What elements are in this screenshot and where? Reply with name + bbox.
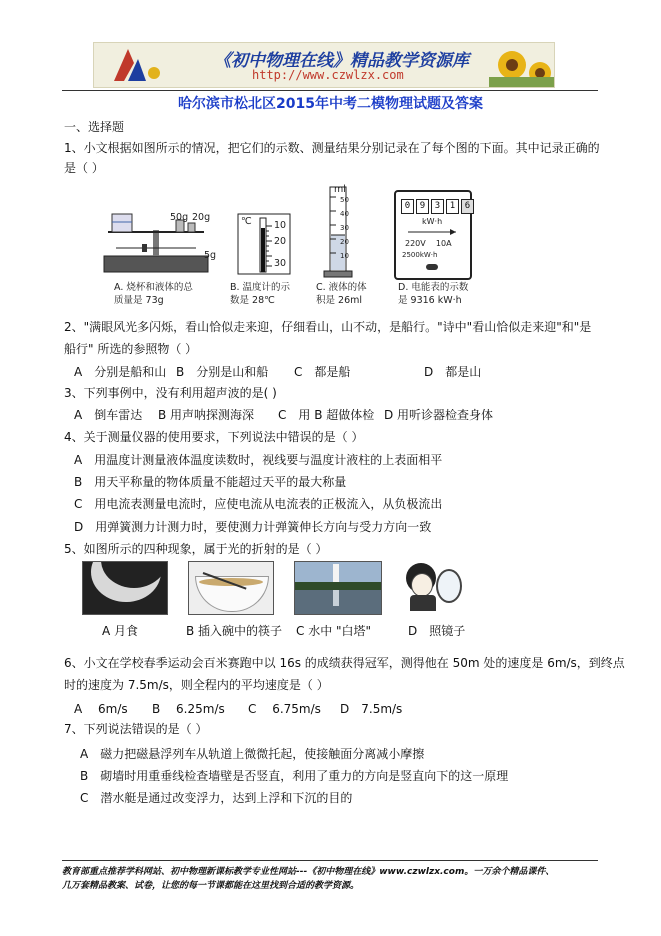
- q4-option-a: A 用温度计测量液体温度读数时，视线要与温度计液柱的上表面相平: [74, 453, 443, 467]
- balance-weight-label-2: 20g: [192, 212, 211, 223]
- cylinder-tick-20: 20: [340, 238, 349, 246]
- meter-ratings: 220V 10A: [405, 239, 452, 248]
- q1-caption-c-1: C. 液体的体: [316, 282, 367, 293]
- q2-option-b: B 分别是山和船: [176, 365, 269, 379]
- q2-stem-line1: 2、"满眼风光多闪烁，看山恰似走来迎，仔细看山，山不动，是船行。"诗中"看山恰似走来迎"和"是: [64, 320, 592, 334]
- q4-option-b: B 用天平称量的物体质量不能超过天平的最大称量: [74, 475, 347, 489]
- q3-option-c: C 用 B 超做体检: [278, 408, 375, 422]
- cylinder-tick-10: 10: [340, 252, 349, 260]
- cylinder-figure: [318, 183, 358, 279]
- q1-caption-b-1: B. 温度计的示: [230, 282, 291, 293]
- q5-caption-a: A 月食: [102, 624, 139, 638]
- q7-option-b: B 砌墙时用重垂线检查墙壁是否竖直，利用了重力的方向是竖直向下的这一原理: [80, 769, 509, 783]
- q5-stem: 5、如图所示的四种现象，属于光的折射的是（ ）: [64, 542, 328, 556]
- q1-caption-b-2: 数是 28℃: [230, 295, 275, 306]
- q4-option-d: D 用弹簧测力计测力时，要使测力计弹簧伸长方向与受力方向一致: [74, 520, 432, 534]
- banner-title: 《初中物理在线》精品教学资源库: [214, 51, 469, 71]
- thermometer-tick-20: 20: [274, 236, 287, 247]
- cylinder-unit: ml: [334, 184, 346, 195]
- q7-option-a: A 磁力把磁悬浮列车从轨道上微微托起，使接触面分离减小摩擦: [80, 747, 425, 761]
- mirror-cartoon-image: [400, 561, 462, 613]
- q1-caption-a-2: 质量是 73g: [114, 295, 164, 306]
- q4-stem: 4、关于测量仪器的使用要求，下列说法中错误的是（ ）: [64, 430, 364, 444]
- cylinder-tick-40: 40: [340, 210, 349, 218]
- page-title: 哈尔滨市松北区2015年中考二模物理试题及答案: [178, 96, 483, 112]
- q2-option-c: C 都是船: [294, 365, 351, 379]
- lunar-eclipse-image: [82, 561, 168, 615]
- meter-digits: [401, 199, 474, 214]
- q6-option-d: D 7.5m/s: [340, 702, 403, 716]
- meter-unit: kW·h: [422, 217, 443, 226]
- q7-option-c: C 潜水艇是通过改变浮力，达到上浮和下沉的目的: [80, 791, 353, 805]
- section-heading: 一、选择题: [64, 120, 125, 134]
- cylinder-tick-30: 30: [340, 224, 349, 232]
- thermometer-tick-30: 30: [274, 258, 287, 269]
- q3-stem: 3、下列事例中，没有利用超声波的是( ): [64, 386, 277, 400]
- footer-divider: [62, 860, 598, 861]
- q1-caption-c-2: 积是 26ml: [316, 295, 363, 306]
- q1-caption-d-1: D. 电能表的示数: [398, 282, 469, 293]
- q3-option-d: D 用听诊器检查身体: [384, 408, 494, 422]
- q7-stem: 7、下列说法错误的是（ ）: [64, 722, 208, 736]
- q6-stem-line1: 6、小文在学校春季运动会百米赛跑中以 16s 的成绩获得冠军，测得他在 50m 处的速度是 6m/s，到终点: [64, 656, 625, 670]
- q5-caption-d: D 照镜子: [408, 624, 466, 638]
- meter-digit: 0: [401, 199, 414, 214]
- q2-stem-line2: 船行" 所选的参照物（ ）: [64, 342, 198, 356]
- q2-option-d: D 都是山: [424, 365, 482, 379]
- chopsticks-bowl-image: [188, 561, 274, 615]
- q2-option-a: A 分别是船和山: [74, 365, 167, 379]
- q1-caption-a-1: A. 烧杯和液体的总: [114, 282, 193, 293]
- meter-digit: 3: [431, 199, 444, 214]
- q4-option-c: C 用电流表测量电流时，应使电流从电流表的正极流入，从负极流出: [74, 497, 443, 511]
- footer-line1: 教育部重点推荐学科网站、初中物理新课标教学专业性网站---《初中物理在线》www.czwlzx.com。一万余个精品课件、: [62, 867, 555, 877]
- q5-caption-b: B 插入碗中的筷子: [186, 624, 283, 638]
- header-banner: [93, 42, 555, 88]
- footer-line2: 几万套精品教案、试卷，让您的每一节课都能在这里找到合适的教学资源。: [62, 881, 360, 891]
- water-reflection-image: [294, 561, 382, 615]
- balance-weight-label-1: 50g: [170, 212, 189, 223]
- meter-digit: 9: [416, 199, 429, 214]
- meter-digit: 1: [446, 199, 459, 214]
- meter-revolutions: 2500kW·h: [402, 251, 438, 259]
- q1-stem-line2: 是（ ）: [64, 161, 104, 175]
- thermometer-unit: ℃: [241, 216, 252, 227]
- energy-meter-figure: [394, 190, 472, 280]
- q6-option-a: A 6m/s: [74, 702, 128, 716]
- cylinder-tick-50: 50: [340, 196, 349, 204]
- q6-stem-line2: 时的速度为 7.5m/s，则全程内的平均速度是（ ）: [64, 678, 329, 692]
- meter-arrow-icon: [406, 228, 460, 236]
- meter-digit: 6: [461, 199, 474, 214]
- q6-option-c: C 6.75m/s: [248, 702, 321, 716]
- balance-scale-max: 5g: [204, 250, 217, 261]
- q1-caption-d-2: 是 9316 kW·h: [398, 295, 462, 306]
- banner-url[interactable]: http://www.czwlzx.com: [252, 68, 404, 82]
- q3-option-b: B 用声呐探测海深: [158, 408, 255, 422]
- thermometer-tick-10: 10: [274, 220, 287, 231]
- q1-stem-line1: 1、小文根据如图所示的情况，把它们的示数、测量结果分别记录在了每个图的下面。其中记录正确的: [64, 141, 600, 155]
- q5-caption-c: C 水中 "白塔": [296, 624, 372, 638]
- meter-disc: [426, 264, 438, 270]
- header-divider: [62, 90, 598, 91]
- q6-option-b: B 6.25m/s: [152, 702, 225, 716]
- q3-option-a: A 倒车雷达: [74, 408, 143, 422]
